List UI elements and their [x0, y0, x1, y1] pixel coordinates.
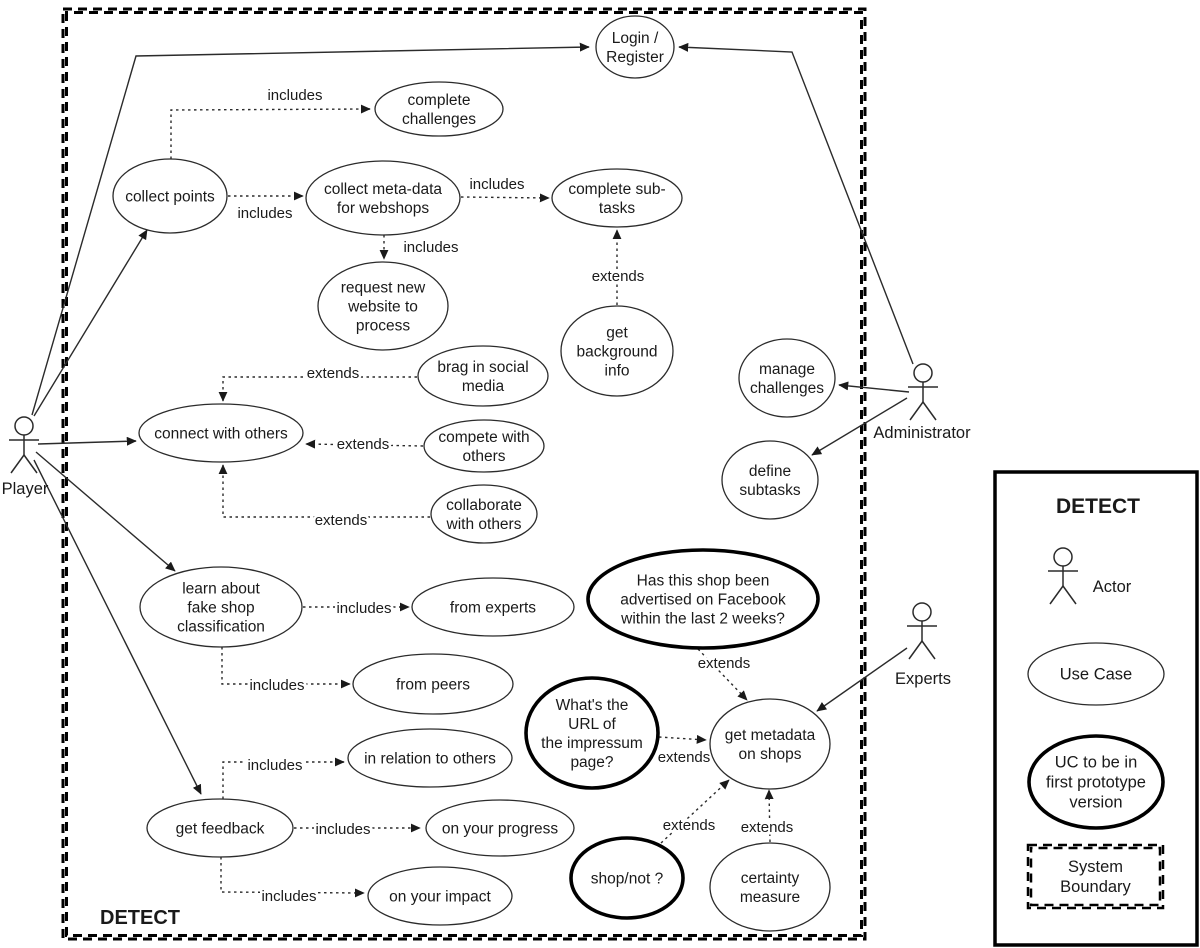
- legend-prototype-label-line: first prototype: [1046, 773, 1146, 792]
- usecase-request-new-website: [318, 262, 448, 350]
- edge-player-connect: [38, 441, 136, 444]
- actor-label-experts: Experts: [895, 670, 951, 688]
- usecase-label-whats-url-impressum-line: the impressum: [541, 734, 643, 752]
- usecase-label-from-peers-line: from peers: [395, 676, 471, 694]
- usecase-label-learn-fake-shop-line: learn about: [182, 580, 260, 598]
- legend-actor-label: Actor: [1092, 578, 1132, 596]
- usecase-label-brag-social-media-line: brag in social: [437, 358, 529, 376]
- usecase-connect-with-others: [139, 404, 303, 462]
- usecase-label-get-feedback-line: get feedback: [175, 820, 265, 838]
- usecase-label-learn-fake-shop: [177, 580, 265, 635]
- actor-experts-figure-head: [913, 603, 931, 621]
- usecase-on-your-progress: [426, 800, 574, 856]
- usecase-label-compete-with-others-line: compete with: [438, 428, 530, 446]
- usecase-label-get-metadata-shops-line: get metadata: [724, 726, 816, 744]
- actor-experts-figure-leg-left: [909, 641, 922, 659]
- usecase-label-define-subtasks-line: define: [748, 462, 792, 480]
- edge-label-compete-connect: extends: [336, 436, 390, 453]
- usecase-label-whats-url-impressum-line: page?: [570, 753, 614, 771]
- edge-label-feedback-onimpact: includes: [261, 888, 317, 905]
- usecase-label-collect-metadata-webshops-line: collect meta-data: [323, 180, 443, 198]
- usecase-shape-login-register: [596, 16, 674, 78]
- actor-label-administrator: Administrator: [873, 424, 971, 442]
- usecase-label-certainty-measure-line: measure: [739, 888, 801, 906]
- usecase-shape-certainty-measure: [710, 843, 830, 931]
- edge-label-collectpoints-metadata: includes: [237, 205, 293, 222]
- edge-player-collect-points: [34, 230, 147, 416]
- usecase-shop-not: [571, 838, 683, 918]
- usecase-label-complete-subtasks-line: complete sub-: [568, 180, 666, 198]
- edge-label-certainty-getmetadata: extends: [740, 819, 794, 836]
- usecase-label-on-your-progress: [442, 820, 559, 837]
- usecase-label-get-background-info-line: get: [606, 324, 628, 342]
- actor-administrator-figure: [908, 364, 938, 420]
- usecase-label-collaborate-with-others-line: collaborate: [446, 496, 522, 514]
- usecase-label-complete-challenges-line: complete: [407, 91, 471, 109]
- edge-label-learn-frompeers: includes: [249, 677, 305, 694]
- usecase-label-connect-with-others-line: connect with others: [154, 425, 288, 443]
- usecase-label-manage-challenges-line: challenges: [749, 379, 825, 397]
- edge-label-collectpoints-completechallenges: includes: [267, 87, 323, 104]
- legend-title: DETECT: [1056, 495, 1140, 518]
- usecase-collect-metadata-webshops: [306, 161, 460, 235]
- usecase-shape-get-metadata-shops: [710, 699, 830, 789]
- usecase-label-get-feedback: [176, 820, 265, 837]
- usecase-label-brag-social-media-line: media: [461, 377, 505, 395]
- edge-metadata-completesubtasks: [461, 197, 549, 198]
- usecase-shape-complete-subtasks: [552, 169, 682, 227]
- usecase-shape-whats-url-impressum: [526, 678, 658, 788]
- usecase-get-metadata-shops: [710, 699, 830, 789]
- actor-experts: [895, 603, 951, 688]
- usecase-shape-brag-social-media: [418, 346, 548, 406]
- usecase-label-in-relation-to-others: [364, 750, 496, 767]
- edge-collaborate-connect: [223, 465, 430, 517]
- usecase-shape-collaborate-with-others: [431, 485, 537, 543]
- usecase-label-whats-url-impressum-line: URL of: [568, 715, 616, 733]
- usecase-label-has-shop-facebook: [620, 572, 786, 627]
- edge-admin-manage-challenges: [839, 385, 909, 392]
- usecase-label-get-background-info-line: info: [604, 362, 630, 380]
- usecase-label-request-new-website-line: website to: [348, 298, 418, 316]
- usecase-label-get-background-info-line: background: [576, 343, 658, 361]
- edge-label-feedback-onprogress: includes: [315, 821, 371, 838]
- usecase-login-register: [596, 16, 674, 78]
- actor-administrator-figure-head: [914, 364, 932, 382]
- usecase-label-login-register-line: Register: [606, 48, 664, 66]
- usecase-compete-with-others: [424, 420, 544, 472]
- usecase-label-has-shop-facebook-line: advertised on Facebook: [620, 591, 786, 609]
- usecase-learn-fake-shop: [140, 567, 302, 647]
- usecase-label-collect-metadata-webshops-line: for webshops: [336, 199, 430, 217]
- usecase-label-certainty-measure-line: certainty: [740, 869, 800, 887]
- actor-experts-figure-leg-right: [922, 641, 935, 659]
- usecase-label-connect-with-others: [154, 425, 288, 442]
- system-boundary-title: DETECT: [100, 907, 180, 929]
- usecase-label-compete-with-others-line: others: [462, 447, 506, 465]
- edge-collectpoints-completechallenges: [171, 109, 370, 159]
- usecase-get-feedback: [147, 799, 293, 857]
- legend-prototype-label-line: version: [1069, 793, 1123, 812]
- usecase-label-shop-not-line: shop/not ?: [590, 870, 664, 888]
- usecase-get-background-info: [561, 306, 673, 396]
- usecase-label-login-register-line: Login /: [611, 29, 659, 47]
- usecase-shape-manage-challenges: [739, 339, 835, 417]
- edge-label-whatsurl-getmetadata: extends: [657, 749, 711, 766]
- usecase-label-whats-url-impressum-line: What's the: [555, 696, 629, 714]
- usecase-label-complete-challenges-line: challenges: [401, 110, 477, 128]
- legend-boundary-label-line: Boundary: [1060, 877, 1131, 896]
- edge-label-brag-connect: extends: [306, 365, 360, 382]
- edge-label-metadata-requestnew: includes: [403, 239, 459, 256]
- usecase-brag-social-media: [418, 346, 548, 406]
- usecase-collect-points: [113, 159, 227, 233]
- usecase-from-experts: [412, 578, 574, 636]
- edge-label-background-completesubtasks: extends: [591, 268, 645, 285]
- usecase-complete-subtasks: [552, 169, 682, 227]
- legend-prototype-label-line: UC to be in: [1054, 753, 1138, 772]
- edge-label-learn-fromexperts: includes: [336, 600, 392, 617]
- actor-label-player: Player: [1, 480, 49, 498]
- actor-player-figure: [9, 417, 39, 473]
- usecase-label-request-new-website-line: request new: [340, 279, 426, 297]
- edge-whatsurl-getmetadata: [659, 737, 706, 740]
- usecase-on-your-impact: [368, 867, 512, 925]
- usecase-has-shop-facebook: [588, 550, 818, 648]
- edge-label-collaborate-connect: extends: [314, 512, 368, 529]
- edge-label-metadata-completesubtasks: includes: [469, 176, 525, 193]
- usecase-label-from-peers: [396, 676, 470, 693]
- usecase-label-shop-not: [591, 870, 664, 887]
- usecase-label-in-relation-to-others-line: in relation to others: [364, 750, 496, 768]
- usecase-label-from-experts-line: from experts: [449, 599, 537, 617]
- usecase-label-define-subtasks-line: subtasks: [739, 481, 801, 499]
- actor-player-figure-leg-right: [24, 455, 37, 473]
- usecase-from-peers: [353, 654, 513, 714]
- usecase-label-learn-fake-shop-line: classification: [177, 618, 265, 636]
- usecase-complete-challenges: [375, 82, 503, 136]
- usecase-label-collect-points-line: collect points: [125, 188, 215, 206]
- legend-actor-icon-head: [1054, 548, 1072, 566]
- usecase-in-relation-to-others: [348, 729, 512, 787]
- edge-label-shopnot-getmetadata: extends: [662, 817, 716, 834]
- usecase-label-get-metadata-shops-line: on shops: [738, 745, 802, 763]
- actor-administrator-figure-leg-right: [923, 402, 936, 420]
- usecase-label-learn-fake-shop-line: fake shop: [187, 599, 255, 617]
- actor-player-figure-head: [15, 417, 33, 435]
- edge-player-learn: [36, 452, 175, 571]
- legend-usecase-label: Use Case: [1059, 665, 1133, 684]
- usecase-shape-collect-metadata-webshops: [306, 161, 460, 235]
- usecase-label-has-shop-facebook-line: within the last 2 weeks?: [621, 610, 785, 628]
- usecase-define-subtasks: [722, 441, 818, 519]
- usecase-label-manage-challenges-line: manage: [758, 360, 816, 378]
- usecase-label-from-experts: [450, 599, 536, 616]
- usecase-nodes-layer: [113, 16, 835, 931]
- usecase-label-request-new-website-line: process: [355, 317, 411, 335]
- usecase-label-on-your-progress-line: on your progress: [441, 820, 559, 838]
- usecase-label-collect-points: [125, 188, 215, 205]
- usecase-label-on-your-impact-line: on your impact: [389, 888, 491, 906]
- usecase-manage-challenges: [739, 339, 835, 417]
- usecase-label-has-shop-facebook-line: Has this shop been: [636, 572, 770, 590]
- actor-experts-figure: [907, 603, 937, 659]
- usecase-label-on-your-impact: [389, 888, 491, 905]
- actor-player-figure-leg-left: [11, 455, 24, 473]
- actor-administrator-figure-leg-left: [910, 402, 923, 420]
- usecase-label-collaborate-with-others-line: with others: [446, 515, 522, 533]
- usecase-collaborate-with-others: [431, 485, 537, 543]
- usecase-label-complete-subtasks-line: tasks: [598, 199, 636, 217]
- usecase-shape-define-subtasks: [722, 441, 818, 519]
- edge-label-hasshop-getmetadata: extends: [697, 655, 751, 672]
- edge-label-feedback-inrelation: includes: [247, 757, 303, 774]
- usecase-whats-url-impressum: [526, 678, 658, 788]
- actor-administrator: [873, 364, 971, 442]
- edge-admin-login: [679, 47, 913, 364]
- legend-layer: [995, 472, 1197, 945]
- usecase-certainty-measure: [710, 843, 830, 931]
- legend-boundary-label-line: System: [1067, 857, 1124, 876]
